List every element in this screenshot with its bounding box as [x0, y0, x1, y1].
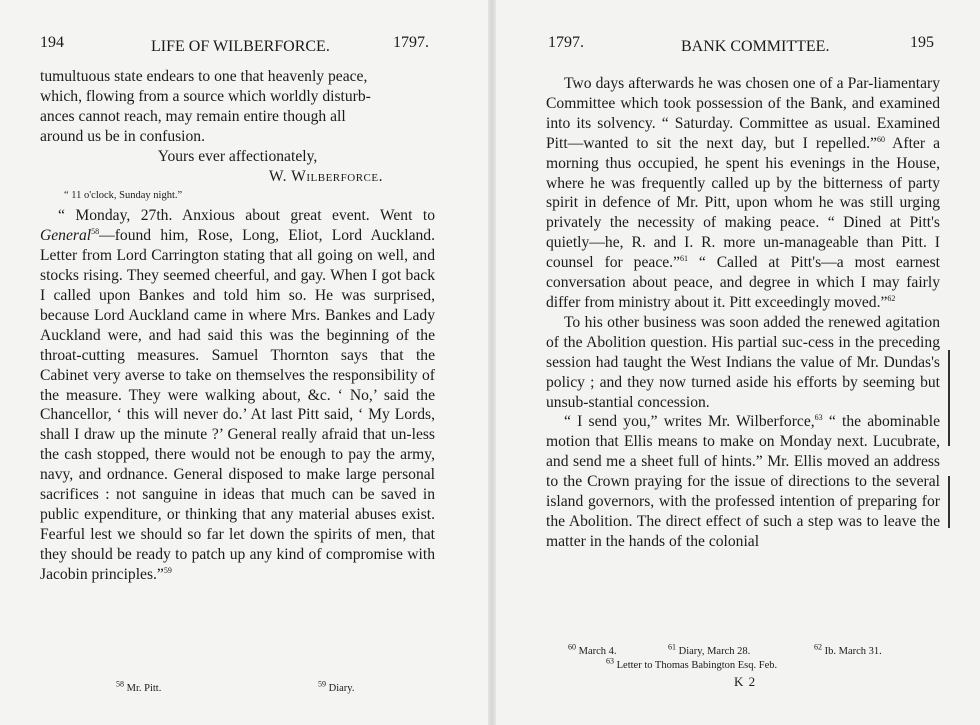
- footnote-mark: 63: [606, 656, 614, 666]
- letter-ending: [40, 67, 435, 147]
- left-running-head: LIFE OF WILBERFORCE.: [151, 38, 330, 55]
- signature-mark: K 2: [734, 674, 757, 689]
- general-word: General: [40, 227, 92, 245]
- footnote-text: Letter to Thomas Babington Esq. Feb.: [616, 660, 778, 671]
- left-page: [0, 0, 488, 725]
- margin-rule: [948, 476, 950, 528]
- footnote-mark: 62: [814, 642, 822, 652]
- ellis-motion-paragraph: [546, 412, 940, 551]
- letter-time-note: “ 11 o'clock, Sunday night.”: [64, 190, 183, 202]
- para-text: “ I send you,” writes Mr. Wilberforce,: [564, 413, 815, 431]
- footnote-63: [606, 656, 778, 671]
- left-year: 1797.: [393, 34, 429, 51]
- footnote-mark: 59: [318, 679, 326, 689]
- diary-body: —found him, Rose, Long, Eliot, Lord Auckland. Letter from Lord Carrington stating that all going on well, and stocks rising. They seemed cheerful, and gay. When I got back I called upon Bankes and told him so. He was surprised, because Lord Auckland came in where Mrs. Bankes and Lady Auckland were, and had said this was the beginning of the throat-cutting measures. Samuel Thornton says that the Cabinet very averse to take on themselves the responsibility of the measure. They were walking about, &c. ‘ No,’ said the Chancellor, ‘ this will never do.’ At last Pitt said, ‘ My Lords, shall I draw up the minute ?’ General really afraid that un-less the cash stopped, there would not be enough to pay the army, navy, and ordnance. General disposed to make large personal sacrifices : not sanguine in ideas that much can be saved in public expenditure, or thinking that any material abuses exist. Fearful lest we should so far let down the spirits of men, that they should be ready to patch up any kind of compromise with Jacobin principles.”: [40, 227, 435, 583]
- footnote-ref-62: 62: [887, 293, 896, 303]
- para-text: “ Called at Pitt's—a most earnest conversation about peace, and degree in which I may fairly differ from ministry about it. Pitt exceedingly moved.”: [546, 254, 940, 311]
- footnote-text: Diary, March 28.: [678, 646, 751, 657]
- footnote-60: [568, 642, 617, 657]
- footnote-ref-60: 60: [876, 134, 885, 144]
- right-body: [546, 74, 940, 552]
- abolition-paragraph: To his other business was soon added the renewed agitation of the Abolition question. His partial suc-cess in the preceding session had taught the West Indians the value of Mr. Dundas's policy ; and they now turned aside his efforts by seeming but unsub-stantial concession.: [546, 313, 940, 411]
- footnote-ref-59: 59: [163, 565, 172, 575]
- letter-line: around us be in confusion.: [40, 127, 206, 145]
- footnote-ref-61: 61: [679, 253, 688, 263]
- footnote-59: [318, 679, 355, 694]
- footnote-text: Ib. March 31.: [824, 646, 882, 657]
- footnote-text: March 4.: [578, 646, 617, 657]
- footnote-mark: 61: [668, 642, 676, 652]
- margin-rule: [948, 350, 950, 446]
- footnote-ref-63: 63: [814, 413, 823, 423]
- right-running-head: BANK COMMITTEE.: [681, 38, 830, 55]
- right-year: 1797.: [548, 34, 584, 51]
- letter-line: which, flowing from a source which worldly disturb-: [40, 87, 371, 105]
- footnote-text: Diary.: [328, 683, 355, 694]
- footnote-mark: 58: [116, 679, 124, 689]
- letter-signature: W. Wilberforce.: [268, 167, 383, 185]
- footnote-61: [668, 642, 751, 657]
- left-page-number: 194: [40, 34, 64, 51]
- diary-opening: “ Monday, 27th. Anxious about great event. Went to: [58, 207, 435, 225]
- para-text: After a morning thus occupied, he spent his evenings in the House, where he was frequently called up by the bitterness of party spirit in defence of Mr. Pitt, upon whom he was still urging privately the necessity of making peace. “ Dined at Pitt's quietly—he, R. and I. R. more un-manageable than Pitt. I counsel for peace.”: [546, 134, 940, 272]
- letter-line: ances cannot reach, may remain entire though all: [40, 107, 346, 125]
- letter-closing: Yours ever affectionately,: [157, 147, 318, 165]
- para-text: Two days afterwards he was chosen one of a Par-liamentary Committee which took possession of the Bank, and examined into its solvency. “ Saturday. Committee as usual. Examined Pitt—wanted to sit the next day, but I repelled.”: [546, 75, 940, 152]
- letter-line: tumultuous state endears to one that heavenly peace,: [40, 68, 368, 85]
- diary-paragraph: [40, 206, 435, 584]
- right-page-number: 195: [910, 34, 934, 51]
- right-page: [496, 0, 980, 725]
- footnote-mark: 60: [568, 642, 576, 652]
- left-body: [40, 67, 435, 585]
- bank-committee-paragraph: [546, 74, 940, 313]
- para-text: “ the abominable motion that Ellis means to make on Monday next. Lucubrate, and send me a sheet full of hints.” Mr. Ellis moved an address to the Crown praying for the issue of directions to the several island governors, with the professed intention of preparing for the Abolition. The direct effect of such a step was to leave the matter in the hands of the colonial: [546, 413, 940, 550]
- footnote-58: [116, 679, 162, 694]
- footnote-62: [814, 642, 882, 657]
- book-gutter: [488, 0, 496, 725]
- footnote-text: Mr. Pitt.: [126, 683, 162, 694]
- footnote-ref-58: 58: [91, 227, 100, 237]
